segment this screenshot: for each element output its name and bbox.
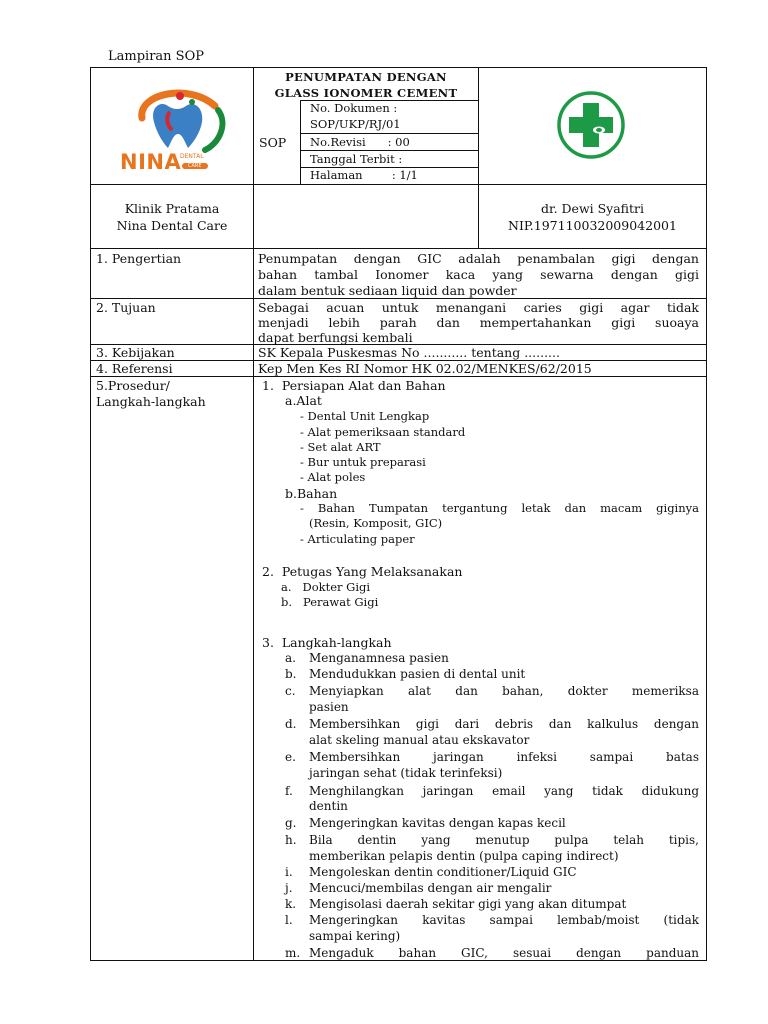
bahan-item-1-line-2: (Resin, Komposit, GIC)	[309, 516, 443, 530]
issue-date: Tanggal Terbit :	[310, 152, 403, 166]
step-key: e.	[285, 750, 296, 764]
step-text: Membersihkan gigi dari debris dan kalkulus dengan	[309, 717, 699, 731]
step-text: Mengaduk bahan GIC, sesuai dengan panduan	[309, 946, 699, 960]
kebijakan-label: 3. Kebijakan	[96, 345, 175, 360]
title-line-2: GLASS IONOMER CEMENT	[274, 86, 458, 100]
step-key: b.	[285, 667, 297, 681]
step-key: k.	[285, 897, 297, 911]
step-text-continued: jaringan sehat (tidak terinfeksi)	[309, 766, 503, 780]
step-text: Membersihkan jaringan infeksi sampai batas	[309, 750, 699, 764]
pengertian-line-3: dalam bentuk sediaan liquid dan powder	[258, 283, 517, 298]
step-text-continued: memberikan pelapis dentin (pulpa caping indirect)	[309, 849, 619, 863]
step-text: Mengisolasi daerah sekitar gigi yang akan ditumpat	[309, 897, 627, 911]
alat-item: - Alat poles	[300, 470, 366, 484]
title-line-1: PENUMPATAN DENGAN	[285, 70, 447, 84]
petugas-item: a. Dokter Gigi	[281, 580, 371, 594]
doc-number-label: No. Dokumen :	[310, 101, 398, 115]
section-langkah: 3. Langkah-langkah	[262, 635, 392, 650]
step-key: h.	[285, 833, 297, 847]
step-key: a.	[285, 651, 296, 665]
doc-title	[254, 69, 478, 101]
health-cross-logo	[556, 90, 626, 160]
pengertian-label: 1. Pengertian	[96, 251, 182, 266]
step-text-continued: sampai kering)	[309, 929, 401, 943]
page-info: Halaman : 1/1	[310, 168, 418, 182]
step-key: c.	[285, 684, 296, 698]
step-key: l.	[285, 913, 293, 927]
signer-nip: NIP.19711003200904200​1	[508, 218, 677, 233]
alat-item: - Bur untuk preparasi	[300, 455, 426, 469]
tujuan-line-2: menjadi lebih parah dan mempertahankan gigi suoaya	[258, 315, 699, 330]
pengertian-line-2: bahan tambal Ionomer kaca yang sewarna dengan gigi	[258, 267, 699, 282]
step-text: Mencuci/membilas dengan air mengalir	[309, 881, 552, 895]
petugas-item: b. Perawat Gigi	[281, 595, 379, 609]
clinic-name-line-2: Nina Dental Care	[116, 218, 228, 233]
step-text: Mendudukkan pasien di dental unit	[309, 667, 526, 681]
subsection-alat: a.Alat	[285, 393, 322, 408]
referensi-label: 4. Referensi	[96, 361, 173, 376]
step-text: Bila dentin yang menutup pulpa telah tipis,	[309, 833, 699, 847]
referensi-text: Kep Men Kes RI Nomor HK 02.02/MENKES/62/2015	[258, 361, 592, 376]
step-text-continued: alat skeling manual atau ekskavator	[309, 733, 530, 747]
step-text: Mengeringkan kavitas dengan kapas kecil	[309, 816, 566, 830]
lampiran-label: Lampiran SOP	[108, 49, 204, 64]
doc-number-value: SOP/UKP/RJ/01	[310, 117, 401, 131]
pengertian-line-1: Penumpatan dengan GIC adalah penambalan gigi dengan	[258, 251, 699, 266]
step-text: Menganamnesa pasien	[309, 651, 449, 665]
step-text: Menyiapkan alat dan bahan, dokter memeriksa	[309, 684, 699, 698]
alat-item: - Alat pemeriksaan standard	[300, 425, 466, 439]
step-text-continued: dentin	[309, 799, 348, 813]
step-key: d.	[285, 717, 297, 731]
tujuan-label: 2. Tujuan	[96, 300, 156, 315]
step-key: f.	[285, 784, 293, 798]
alat-item: - Dental Unit Lengkap	[300, 409, 430, 423]
section-petugas: 2. Petugas Yang Melaksanakan	[262, 564, 463, 579]
signer-name: dr. Dewi Syafitri	[540, 201, 645, 216]
alat-item: - Set alat ART	[300, 440, 381, 454]
clinic-logo	[120, 78, 240, 178]
step-text: Menghilangkan jaringan email yang tidak didukung	[309, 784, 699, 798]
step-text-continued: pasien	[309, 700, 349, 714]
step-key: g.	[285, 816, 297, 830]
prosedur-label-2: Langkah-langkah	[96, 394, 206, 409]
logo-text: NINA	[120, 150, 182, 174]
step-text: Mengeringkan kavitas sampai lembab/moist (tidak	[309, 913, 699, 927]
bahan-item-2: - Articulating paper	[300, 532, 415, 546]
logo-sub-dental: DENTAL	[180, 153, 204, 160]
step-key: j.	[285, 881, 293, 895]
step-key: m.	[285, 946, 301, 960]
logo-sub-care: CARE	[182, 163, 208, 169]
kebijakan-text: SK Kepala Puskesmas No ........... tentang .........	[258, 345, 560, 360]
sop-label: SOP	[259, 135, 287, 150]
bahan-item-1-line-1: - Bahan Tumpatan tergantung letak dan macam giginya	[300, 501, 699, 515]
tujuan-line-3: dapat berfungsi kembali	[258, 330, 413, 345]
cross-icon	[556, 90, 626, 160]
tujuan-line-1: Sebagai acuan untuk menangani caries gigi agar tidak	[258, 300, 699, 315]
section-persiapan: 1. Persiapan Alat dan Bahan	[262, 378, 446, 393]
step-text: Mengoleskan dentin conditioner/Liquid GIC	[309, 865, 577, 879]
prosedur-label-1: 5.Prosedur/	[96, 378, 170, 393]
subsection-bahan: b.Bahan	[285, 486, 338, 501]
step-key: i.	[285, 865, 293, 879]
clinic-name-line-1: Klinik Pratama	[124, 201, 220, 216]
revision-number: No.Revisi : 00	[310, 135, 410, 149]
